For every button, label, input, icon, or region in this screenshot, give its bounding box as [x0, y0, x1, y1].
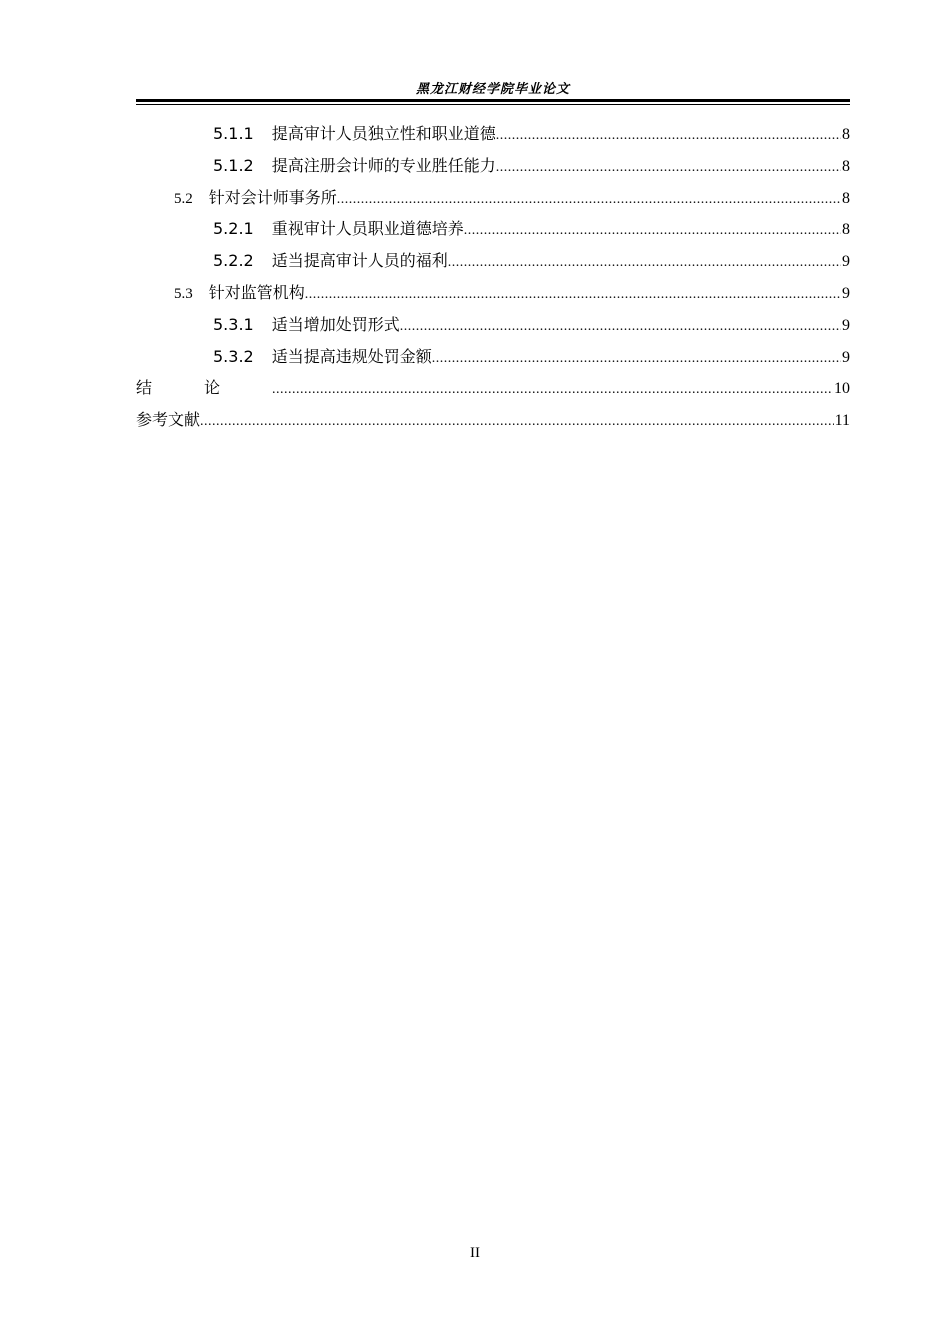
toc-leader-dots [400, 311, 841, 343]
toc-entry[interactable] [136, 118, 850, 150]
toc-entry-number: 5.3.1 [213, 314, 254, 334]
toc-entry-title: 适当提高违规处罚金额 [271, 346, 432, 366]
toc-entry-title: 针对监管机构 [208, 282, 305, 302]
toc-entry-number: 5.2.1 [213, 219, 254, 239]
toc-entry-page: 8 [842, 157, 850, 175]
toc-entry-title: 提高审计人员独立性和职业道德 [271, 124, 496, 143]
toc-entry-page: 10 [834, 380, 850, 398]
toc-entry[interactable] [136, 182, 850, 214]
toc-entry-page: 11 [834, 412, 850, 430]
toc-leader-dots [200, 406, 834, 438]
toc-entry[interactable] [136, 404, 850, 436]
toc-entry-page: 9 [842, 253, 850, 271]
toc-entry-number: 5.3.2 [213, 346, 254, 366]
toc-entry[interactable] [136, 150, 850, 182]
toc-leader-dots [496, 120, 841, 152]
toc-leader-dots [464, 215, 841, 247]
toc-entry[interactable] [136, 245, 850, 277]
toc-entry[interactable] [136, 341, 850, 373]
toc-entry-title: 结论 [136, 378, 273, 398]
toc-entry-title: 提高注册会计师的专业胜任能力 [271, 155, 496, 175]
toc-entry-page: 8 [842, 189, 850, 207]
toc-leader-dots [448, 247, 841, 279]
toc-entry-page: 9 [842, 348, 850, 366]
page-header-title: 黑龙江财经学院毕业论文 [415, 82, 570, 97]
toc-entry-number: 5.2.2 [213, 251, 254, 271]
toc-entry-number: 5.2 [174, 190, 193, 207]
toc-leader-dots [305, 279, 841, 311]
toc-leader-dots [432, 343, 841, 375]
toc-entry-title: 适当提高审计人员的福利 [271, 251, 448, 271]
toc-entry-page: 8 [842, 221, 850, 239]
toc-entry-page: 9 [842, 284, 850, 302]
toc-entry-page: 9 [842, 316, 850, 334]
header-rule-thin [136, 104, 850, 105]
toc-leader-dots [272, 374, 833, 406]
toc-leader-dots [496, 152, 841, 184]
header-rule-thick [136, 99, 850, 102]
table-of-contents [136, 118, 850, 436]
toc-entry-number: 5.1.2 [213, 155, 254, 175]
toc-entry-number: 5.1.1 [213, 124, 254, 143]
toc-entry-title: 参考文献 [136, 410, 201, 430]
toc-entry-title: 适当增加处罚形式 [271, 314, 400, 334]
page-number: II [470, 1245, 480, 1261]
toc-entry[interactable] [136, 277, 850, 309]
toc-entry-number: 5.3 [174, 285, 193, 302]
toc-entry[interactable] [136, 309, 850, 341]
toc-leader-dots [337, 184, 841, 216]
toc-entry-title: 重视审计人员职业道德培养 [271, 219, 464, 239]
toc-entry-title: 针对会计师事务所 [208, 187, 337, 207]
toc-entry-page: 8 [842, 126, 850, 143]
toc-entry[interactable] [136, 372, 850, 404]
toc-entry[interactable] [136, 213, 850, 245]
